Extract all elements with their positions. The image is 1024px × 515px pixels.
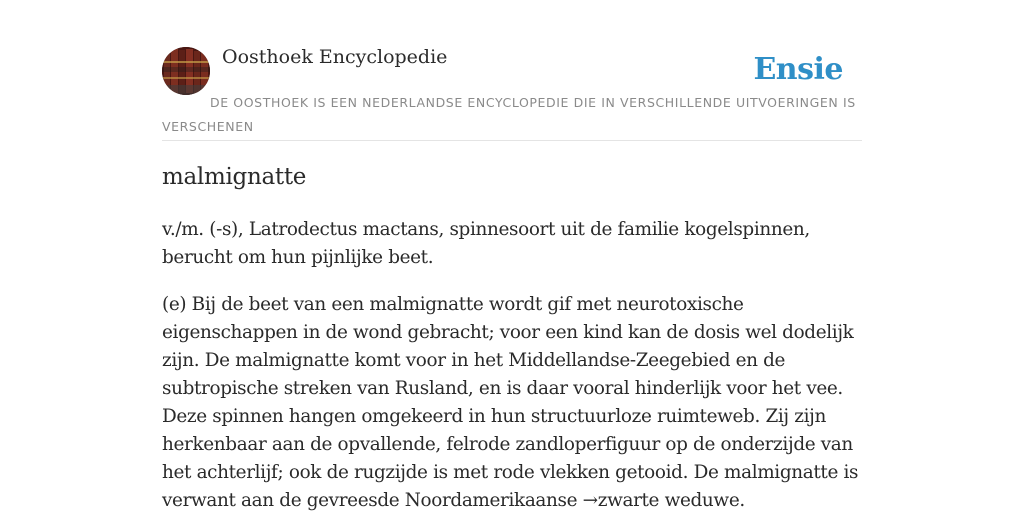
entry-body-text: (e) Bij de beet van een malmignatte wordt gif met neurotoxische eigenschappen in de wond gebracht; voor een kind kan de dosis wel dodelijk zijn. De malmignatte komt voor in het Middellandse-Zeegebied en de subtropische streken van Rusland, en is daar vooral hinderlijk voor het vee. Deze spinnen hangen omgekeerd in hun structuurloze ruimteweb. Zij zijn herkenbaar aan de opvallende, felrode zandloperfiguur op de onderzijde van het achterlijf; ook de rugzijde is met rode vlekken getooid. De malmignatte is verwant aan de gevreesde Noordamerikaanse — [162, 294, 859, 511]
page-container — [162, 0, 862, 511]
entry-title: malmignatte — [162, 164, 307, 190]
site-avatar[interactable] — [162, 47, 210, 95]
entry-definition: v./m. (-s), Latrodectus mactans, spinnesoort uit de familie kogelspinnen, berucht om hun pijnlijke beet. — [162, 219, 810, 268]
book-spines-icon — [162, 47, 210, 95]
brand-logo-link[interactable]: Ensie — [753, 52, 843, 87]
entry-body — [162, 291, 862, 515]
site-tagline: DE OOSTHOEK IS EEN NEDERLANDSE ENCYCLOPEDIE DIE IN VERSCHILLENDE UITVOERINGEN IS VERSCHENEN — [162, 95, 856, 134]
site-title-link[interactable]: Oosthoek Encyclopedie — [222, 46, 448, 68]
entry-body-end: . — [739, 490, 745, 511]
site-header — [162, 0, 862, 141]
cross-reference-link[interactable]: →zwarte weduwe — [582, 490, 740, 511]
